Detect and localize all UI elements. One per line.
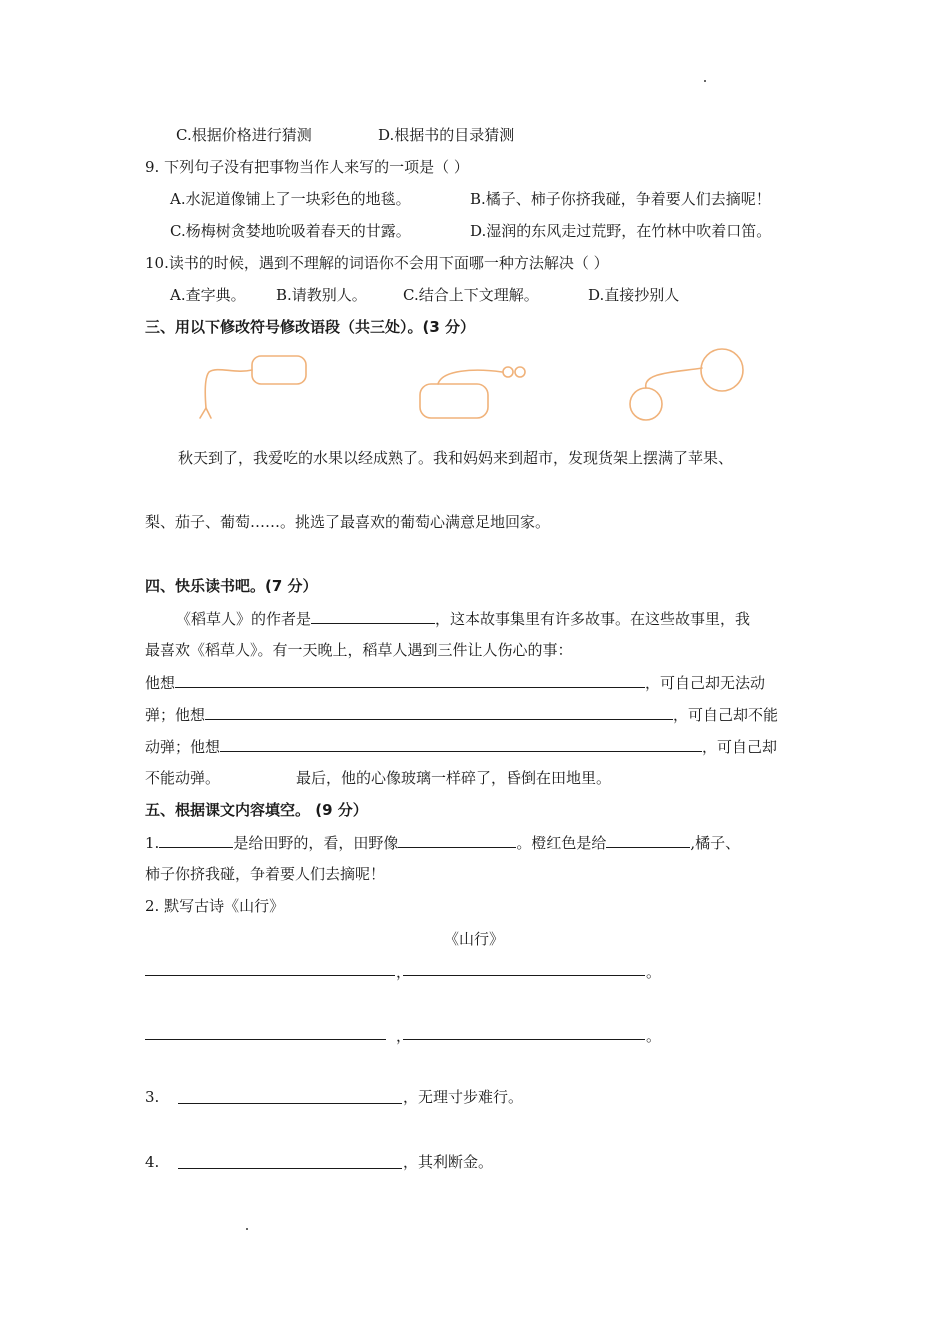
- poem-line2-blank1[interactable]: [145, 1039, 386, 1040]
- wish3-prompt: 动弹；他想: [145, 738, 221, 756]
- wish2-prompt: 弹；他想: [145, 706, 206, 724]
- section4-line5: [145, 736, 777, 757]
- section5-q1-line1: [145, 832, 740, 853]
- q10-option-a: A.查字典。: [170, 286, 246, 304]
- section4-line6a: 不能动弹。: [145, 769, 221, 787]
- q10-option-c: C.结合上下文理解。: [403, 286, 539, 304]
- poem-line1-period: 。: [646, 963, 662, 981]
- author-prompt: 《稻草人》的作者是: [176, 610, 312, 628]
- q1-blank3[interactable]: [606, 832, 690, 848]
- q9-option-d: D.湿润的东风走过荒野，在竹林中吹着口笛。: [470, 222, 772, 240]
- q8-option-d: D.根据书的目录猜测: [378, 126, 515, 144]
- section4-line4: [145, 704, 778, 725]
- poem-line2-blank2[interactable]: [403, 1039, 645, 1040]
- wish3-blank[interactable]: [220, 736, 702, 752]
- wish3-tail: ，可自己却: [702, 738, 778, 756]
- q10-option-b: B.请教别人。: [276, 286, 367, 304]
- section3-passage-line1: 秋天到了，我爱吃的水果以经成熟了。我和妈妈来到超市，发现货架上摆满了苹果、: [178, 449, 734, 467]
- q3-blank[interactable]: [178, 1103, 402, 1104]
- scan-speck: [704, 80, 706, 82]
- section3-title: 三、用以下修改符号修改语段（共三处）。(3 分）: [145, 318, 476, 336]
- q1-text2: 。橙红色是给: [516, 834, 607, 852]
- poem-line1-blank2[interactable]: [403, 975, 645, 976]
- insert-mark-icon: [195, 352, 315, 424]
- poem-title: 《山行》: [444, 930, 505, 948]
- q1-blank1[interactable]: [159, 832, 233, 848]
- q1-text1: 是给田野的，看，田野像: [233, 834, 399, 852]
- author-blank[interactable]: [311, 608, 435, 624]
- q9-stem: 9. 下列句子没有把事物当作人来写的一项是（ ）: [145, 158, 469, 176]
- section5-q1-line2: 柿子你挤我碰，争着要人们去摘呢！: [145, 865, 386, 883]
- q4-blank[interactable]: [178, 1168, 402, 1169]
- q9-option-c: C.杨梅树贪婪地吮吸着春天的甘露。: [170, 222, 411, 240]
- section5-q2: 2. 默写古诗《山行》: [145, 897, 285, 915]
- wish1-blank[interactable]: [175, 672, 645, 688]
- poem-line1-blank1[interactable]: [145, 975, 395, 976]
- q1-text3: ,橘子、: [690, 834, 741, 852]
- swap-mark-icon: [414, 360, 540, 430]
- poem-line2-period: 。: [646, 1027, 662, 1045]
- section4-title: 四、快乐读书吧。(7 分）: [145, 577, 318, 595]
- q4-number: 4.: [145, 1153, 160, 1171]
- section4-line2: 最喜欢《稻草人》。有一天晚上，稻草人遇到三件让人伤心的事：: [145, 641, 573, 659]
- q3-number: 3.: [145, 1088, 160, 1106]
- wish1-prompt: 他想: [145, 674, 176, 692]
- author-tail: ，这本故事集里有许多故事。在这些故事里，我: [435, 610, 751, 628]
- q9-option-b: B.橘子、柿子你挤我碰，争着要人们去摘呢！: [470, 190, 771, 208]
- delete-mark-icon: [622, 344, 752, 430]
- section4-line6b: 最后，他的心像玻璃一样碎了，昏倒在田地里。: [296, 769, 612, 787]
- section5-title: 五、根据课文内容填空。 (9 分）: [145, 801, 368, 819]
- poem-line1-comma: ，: [396, 963, 412, 981]
- section3-passage-line2: 梨、茄子、葡萄……。挑选了最喜欢的葡萄心满意足地回家。: [145, 513, 551, 531]
- q4-tail: ，其利断金。: [403, 1153, 494, 1171]
- wish2-tail: ，可自己却不能: [673, 706, 779, 724]
- section4-line3: [145, 672, 765, 693]
- q1-number: 1.: [145, 834, 160, 852]
- q10-stem: 10.读书的时候，遇到不理解的词语你不会用下面哪一种方法解决（ ）: [145, 254, 609, 272]
- q1-blank2[interactable]: [398, 832, 516, 848]
- q10-option-d: D.直接抄别人: [588, 286, 680, 304]
- wish2-blank[interactable]: [205, 704, 673, 720]
- q3-tail: ，无理寸步难行。: [403, 1088, 524, 1106]
- poem-line2-comma: ，: [396, 1027, 412, 1045]
- section4-line1: [176, 608, 750, 629]
- scan-speck: [246, 1228, 248, 1230]
- q9-option-a: A.水泥道像铺上了一块彩色的地毯。: [170, 190, 411, 208]
- wish1-tail: ，可自己却无法动: [645, 674, 766, 692]
- q8-option-c: C.根据价格进行猜测: [176, 126, 312, 144]
